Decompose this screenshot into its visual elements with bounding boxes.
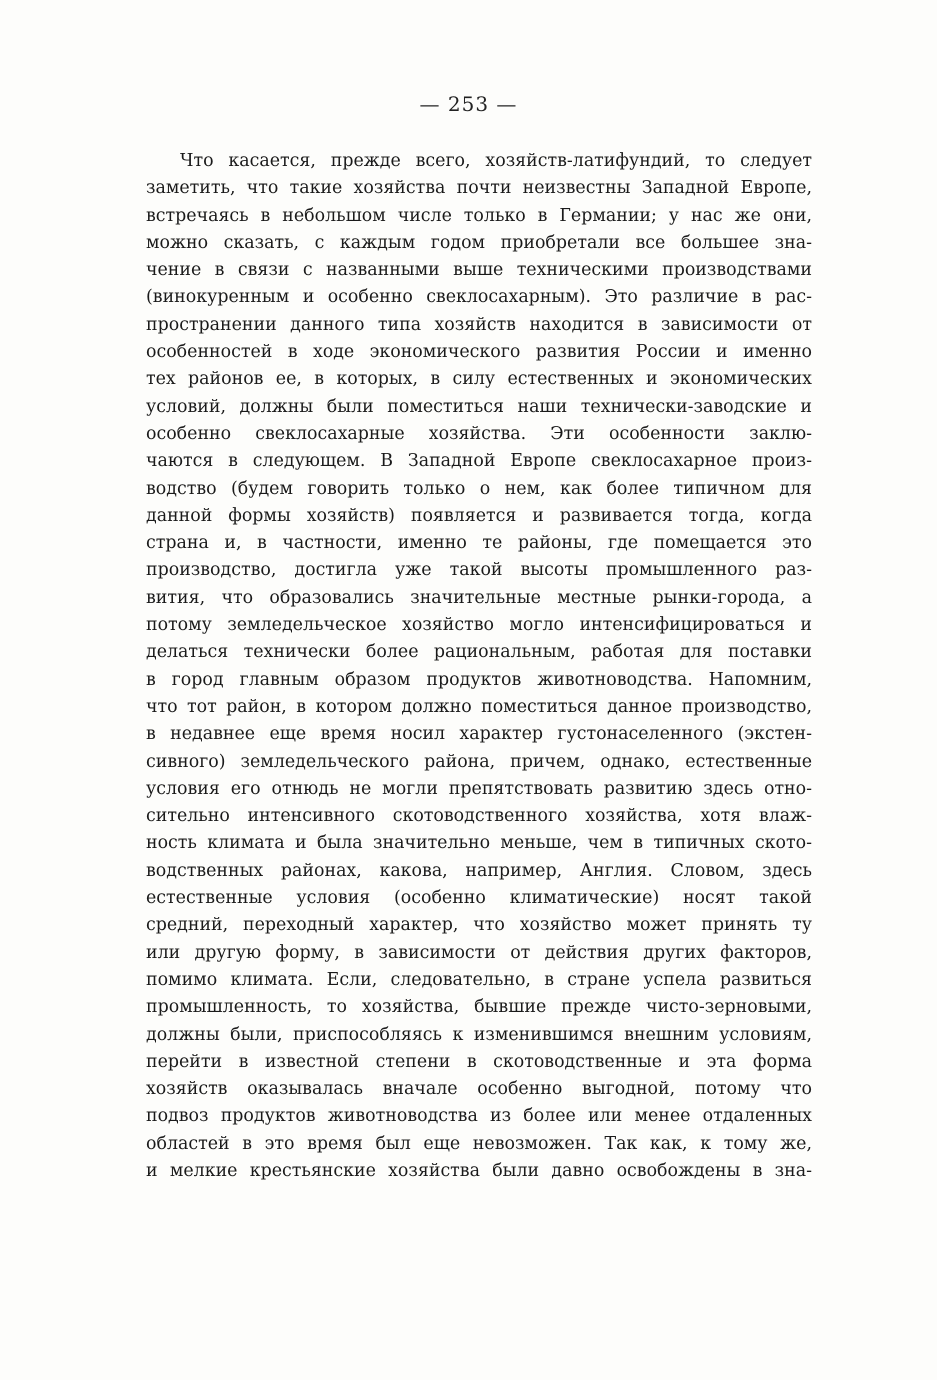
text-line: можно сказать, с каждым годом приобретали все большее зна- [146, 232, 812, 253]
text-line: особенностей в ходе экономического развития России и именно [146, 342, 812, 363]
text-line: страна и, в частности, именно те районы, где помещается это [146, 533, 812, 554]
text-line: что тот район, в котором должно поместиться данное производство, [146, 696, 812, 717]
text-line: и мелкие крестьянские хозяйства были давно освобождены в зна- [146, 1160, 812, 1181]
text-line: в город главным образом продуктов животноводства. Напомним, [146, 669, 812, 690]
text-line: (винокуренным и особенно свеклосахарным). Это различие в рас- [146, 287, 812, 308]
text-line: ность климата и была значительно меньше, чем в типичных ското- [146, 833, 812, 854]
text-line: чение в связи с названными выше техническими производствами [146, 260, 812, 281]
body-text [146, 148, 812, 1185]
text-line: хозяйств оказывалась вначале особенно выгодной, потому что [146, 1079, 812, 1100]
text-line: условия его отнюдь не могли препятствовать развитию здесь отно- [146, 778, 812, 799]
text-line: особенно свеклосахарные хозяйства. Эти особенности заклю- [146, 423, 812, 444]
text-line: Что касается, прежде всего, хозяйств-латифундий, то следует [180, 151, 812, 171]
text-line: данной формы хозяйств) появляется и развивается тогда, когда [146, 505, 812, 526]
text-line: сивного) земледельческого района, причем, однако, естественные [146, 751, 812, 772]
text-line: подвоз продуктов животноводства из более или менее отдаленных [146, 1106, 812, 1127]
text-line: средний, переходный характер, что хозяйство может принять ту [146, 915, 812, 936]
text-line: водство (будем говорить только о нем, как более типичном для [146, 478, 812, 499]
text-line: должны были, приспособляясь к изменившимся внешним условиям, [146, 1024, 812, 1045]
text-line: пространении данного типа хозяйств находится в зависимости от [146, 314, 812, 335]
text-line: областей в это время был еще невозможен. Так как, к тому же, [146, 1133, 812, 1154]
text-line: производство, достигла уже такой высоты промышленного раз- [146, 560, 812, 581]
text-line: условий, должны были поместиться наши технически-заводские и [146, 396, 812, 417]
text-line: промышленность, то хозяйства, бывшие прежде чисто-зерновыми, [146, 997, 812, 1018]
text-line: в недавнее еще время носил характер густонаселенного (экстен- [146, 724, 812, 745]
text-line: чаются в следующем. В Западной Европе свеклосахарное произ- [146, 451, 812, 472]
text-line: сительно интенсивного скотоводственного хозяйства, хотя влаж- [146, 806, 812, 827]
text-line: заметить, что такие хозяйства почти неизвестны Западной Европе, [146, 178, 812, 199]
text-line: тех районов ее, в которых, в силу естественных и экономических [146, 369, 812, 390]
text-line: естественные условия (особенно климатические) носят такой [146, 888, 812, 909]
text-line: делаться технически более рациональным, работая для поставки [146, 642, 812, 663]
text-line: или другую форму, в зависимости от действия других факторов, [146, 942, 812, 963]
text-line: водственных районах, какова, например, Англия. Словом, здесь [146, 860, 812, 881]
text-line: помимо климата. Если, следовательно, в стране успела развиться [146, 969, 812, 990]
text-line: потому земледельческое хозяйство могло интенсифицироваться и [146, 615, 812, 636]
text-line: встречаясь в небольшом числе только в Германии; у нас же они, [146, 205, 812, 226]
page-number: — 253 — [419, 92, 518, 116]
text-line: перейти в известной степени в скотоводственные и эта форма [146, 1051, 812, 1072]
text-line: вития, что образовались значительные местные рынки-города, а [146, 587, 812, 608]
